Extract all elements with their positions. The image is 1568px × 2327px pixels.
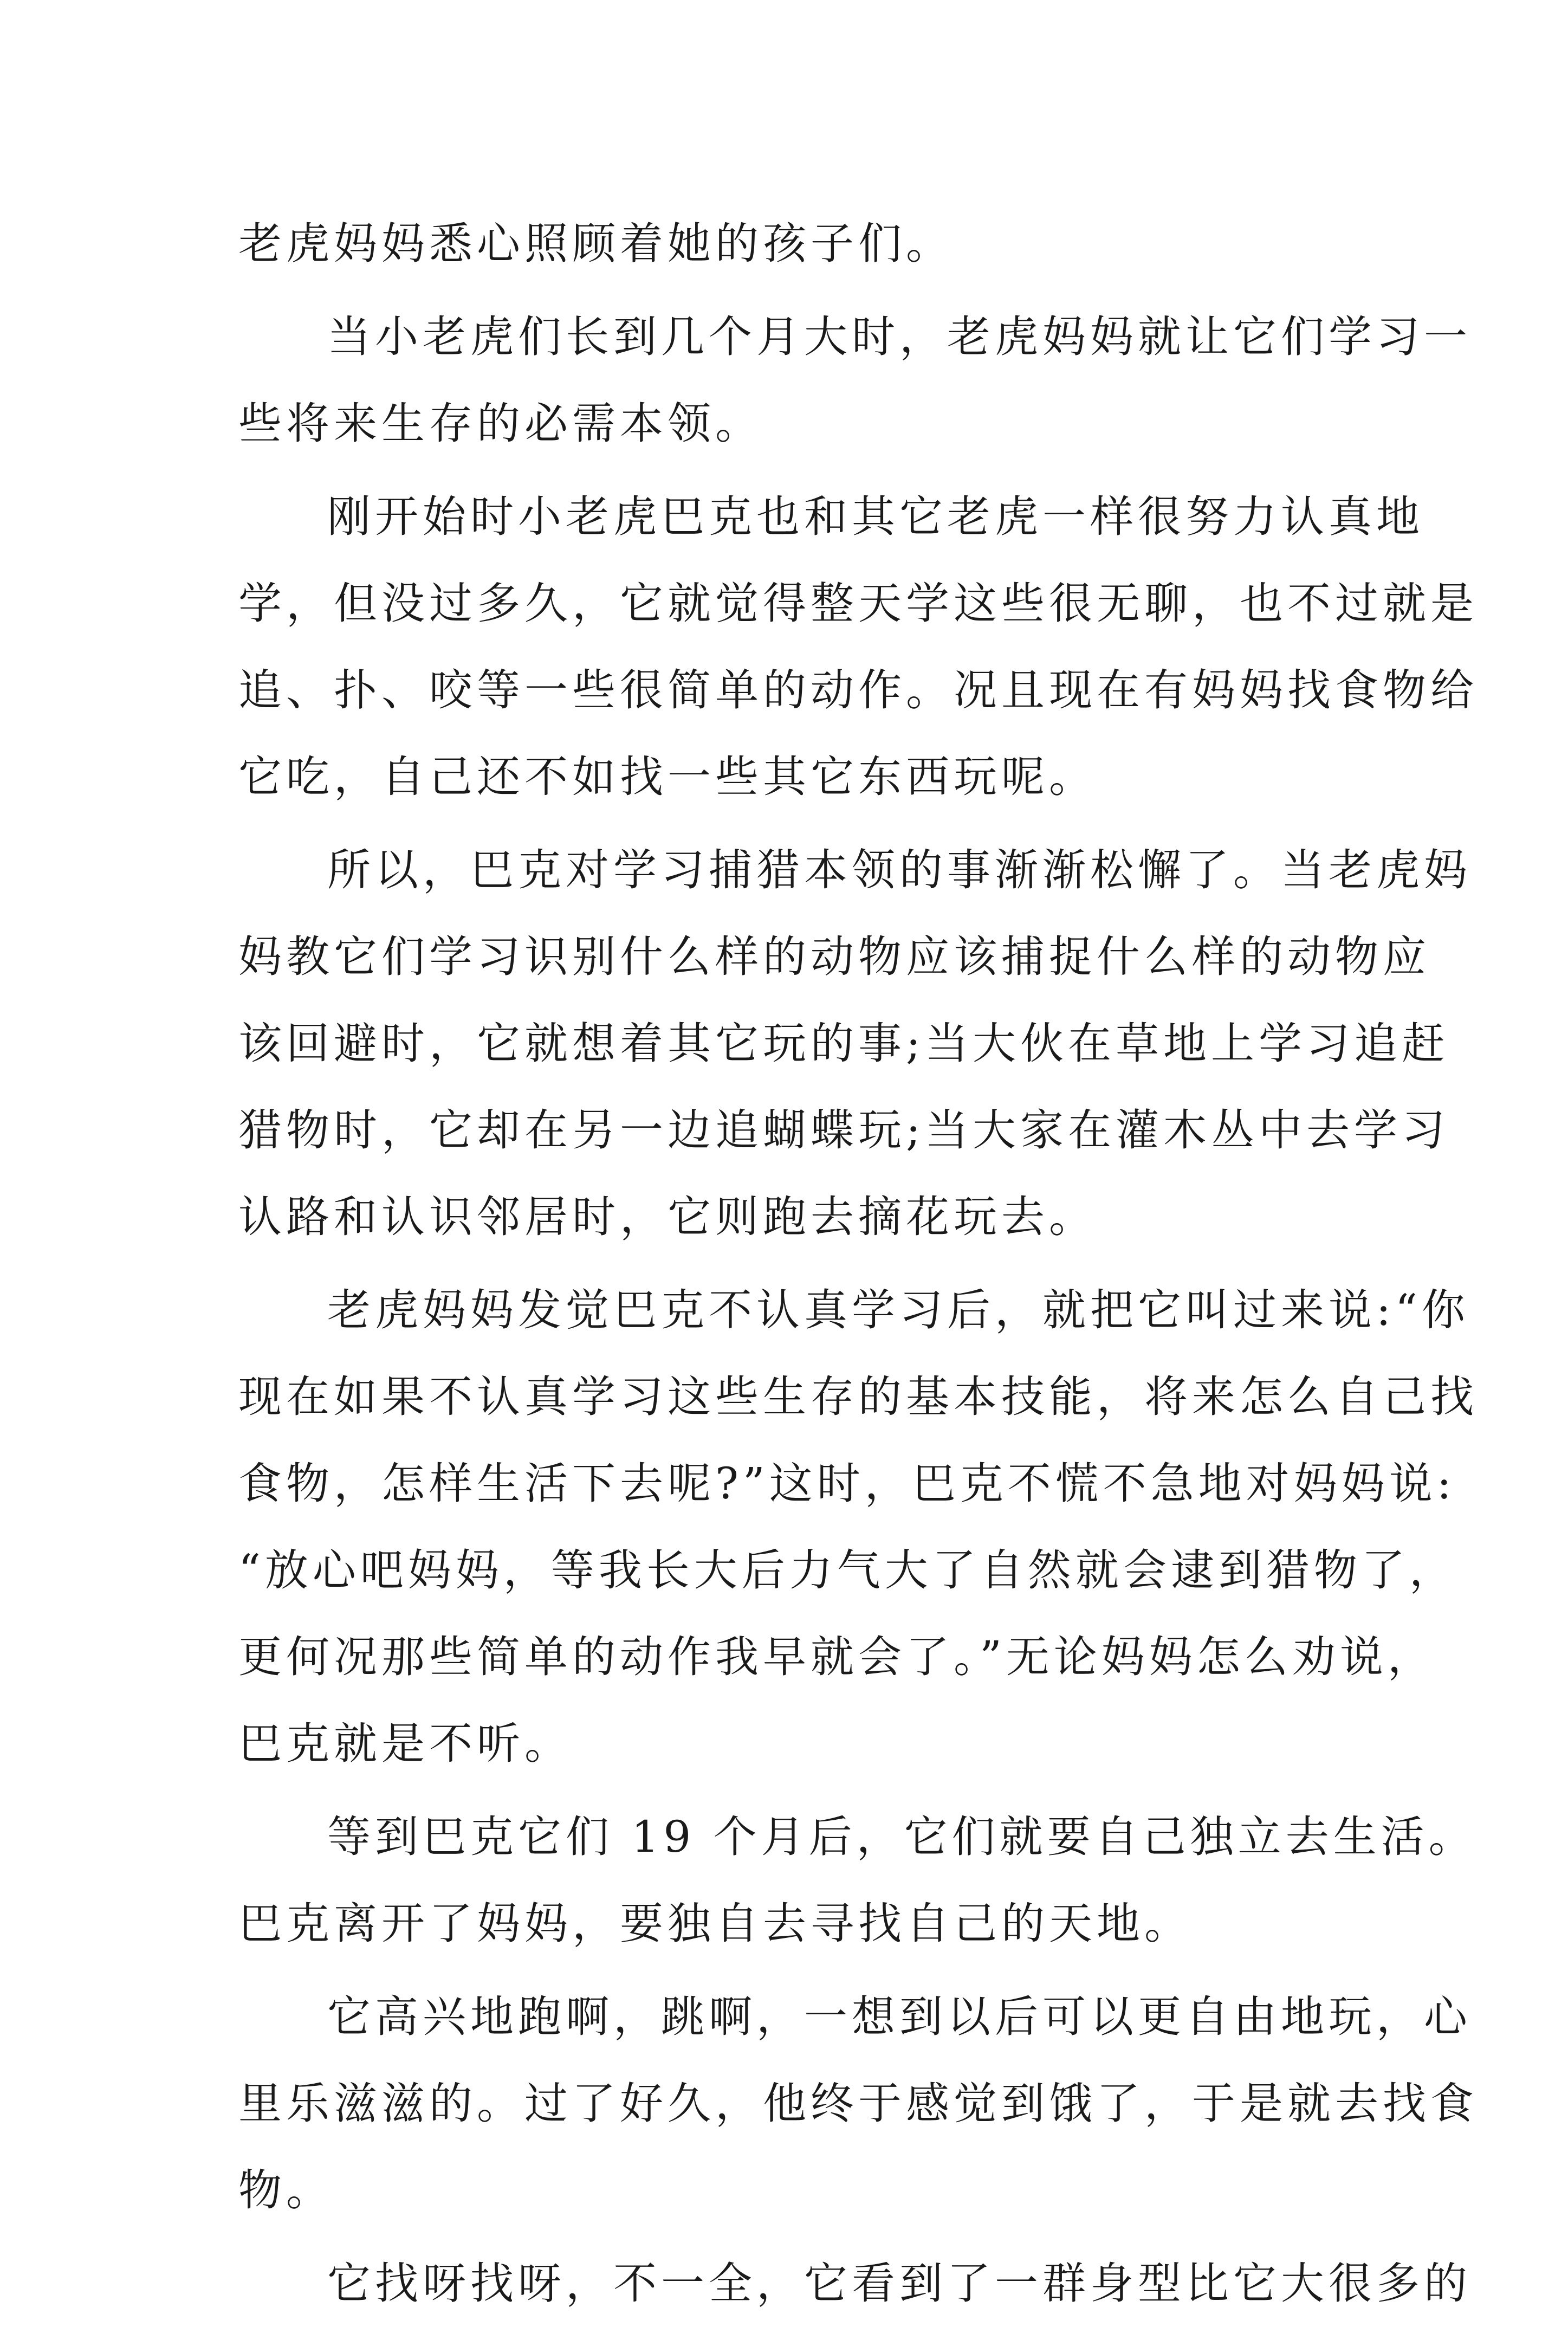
text-line: 妈教它们学习识别什么样的动物应该捕捉什么样的动物应 (238, 932, 1430, 982)
paragraph (238, 827, 1472, 1261)
text-line: 当小老虎们长到几个月大时，老虎妈妈就让它们学习一 (327, 312, 1472, 362)
text-line: “放心吧妈妈，等我长大后力气大了自然就会逮到猎物了， (238, 1545, 1457, 1595)
text-line: 里乐滋滋的。过了好久，他终于感觉到饿了，于是就去找食 (238, 2078, 1478, 2129)
text-line: 它高兴地跑啊，跳啊，一想到以后可以更自由地玩，心 (327, 1992, 1472, 2042)
paragraph (238, 474, 1478, 820)
paragraph (238, 1974, 1478, 2234)
text-line: 该回避时，它就想着其它玩的事;当大伙在草地上学习追赶 (238, 1018, 1449, 1069)
text-line: 它吃，自己还不如找一些其它东西玩呢。 (238, 752, 1097, 802)
text-line: 现在如果不认真学习这些生存的基本技能，将来怎么自己找 (238, 1372, 1478, 1422)
text-line: 等到巴克它们 19 个月后，它们就要自己独立去生活。 (327, 1812, 1476, 1862)
text-line: 些将来生存的必需本领。 (238, 398, 763, 449)
paragraph (238, 1267, 1478, 1787)
text-line: 老虎妈妈悉心照顾着她的孩子们。 (238, 218, 954, 269)
text-line: 巴克就是不听。 (238, 1718, 572, 1769)
text-line: 刚开始时小老虎巴克也和其它老虎一样很努力认真地 (327, 492, 1424, 542)
text-line: 它找呀找呀，不一全，它看到了一群身型比它大很多的 (327, 2258, 1472, 2309)
text-line: 所以，巴克对学习捕猎本领的事渐渐松懈了。当老虎妈 (327, 845, 1472, 895)
paragraph (238, 1794, 1476, 1967)
text-line: 猎物时，它却在另一边追蝴蝶玩;当大家在灌木丛中去学习 (238, 1105, 1449, 1155)
story-text-body (238, 201, 1478, 2327)
text-line: 老虎妈妈发觉巴克不认真学习后，就把它叫过来说:“你 (327, 1285, 1469, 1335)
text-line: 巴克离开了妈妈，要独自去寻找自己的天地。 (238, 1898, 1192, 1949)
text-line: 食物，怎样生活下去呢?”这时，巴克不慌不急地对妈妈说: (238, 1458, 1456, 1509)
text-line: 认路和认识邻居时，它则跑去摘花玩去。 (238, 1192, 1097, 1242)
text-line: 物。 (238, 2165, 334, 2215)
text-line: 追、扑、咬等一些很简单的动作。况且现在有妈妈找食物给 (238, 665, 1478, 715)
text-line: 学，但没过多久，它就觉得整天学这些很无聊，也不过就是 (238, 578, 1478, 629)
text-line: 更何况那些简单的动作我早就会了。”无论妈妈怎么劝说， (238, 1632, 1435, 1682)
paragraph (238, 201, 1344, 287)
paragraph (238, 2240, 1472, 2327)
paragraph (238, 294, 1472, 467)
